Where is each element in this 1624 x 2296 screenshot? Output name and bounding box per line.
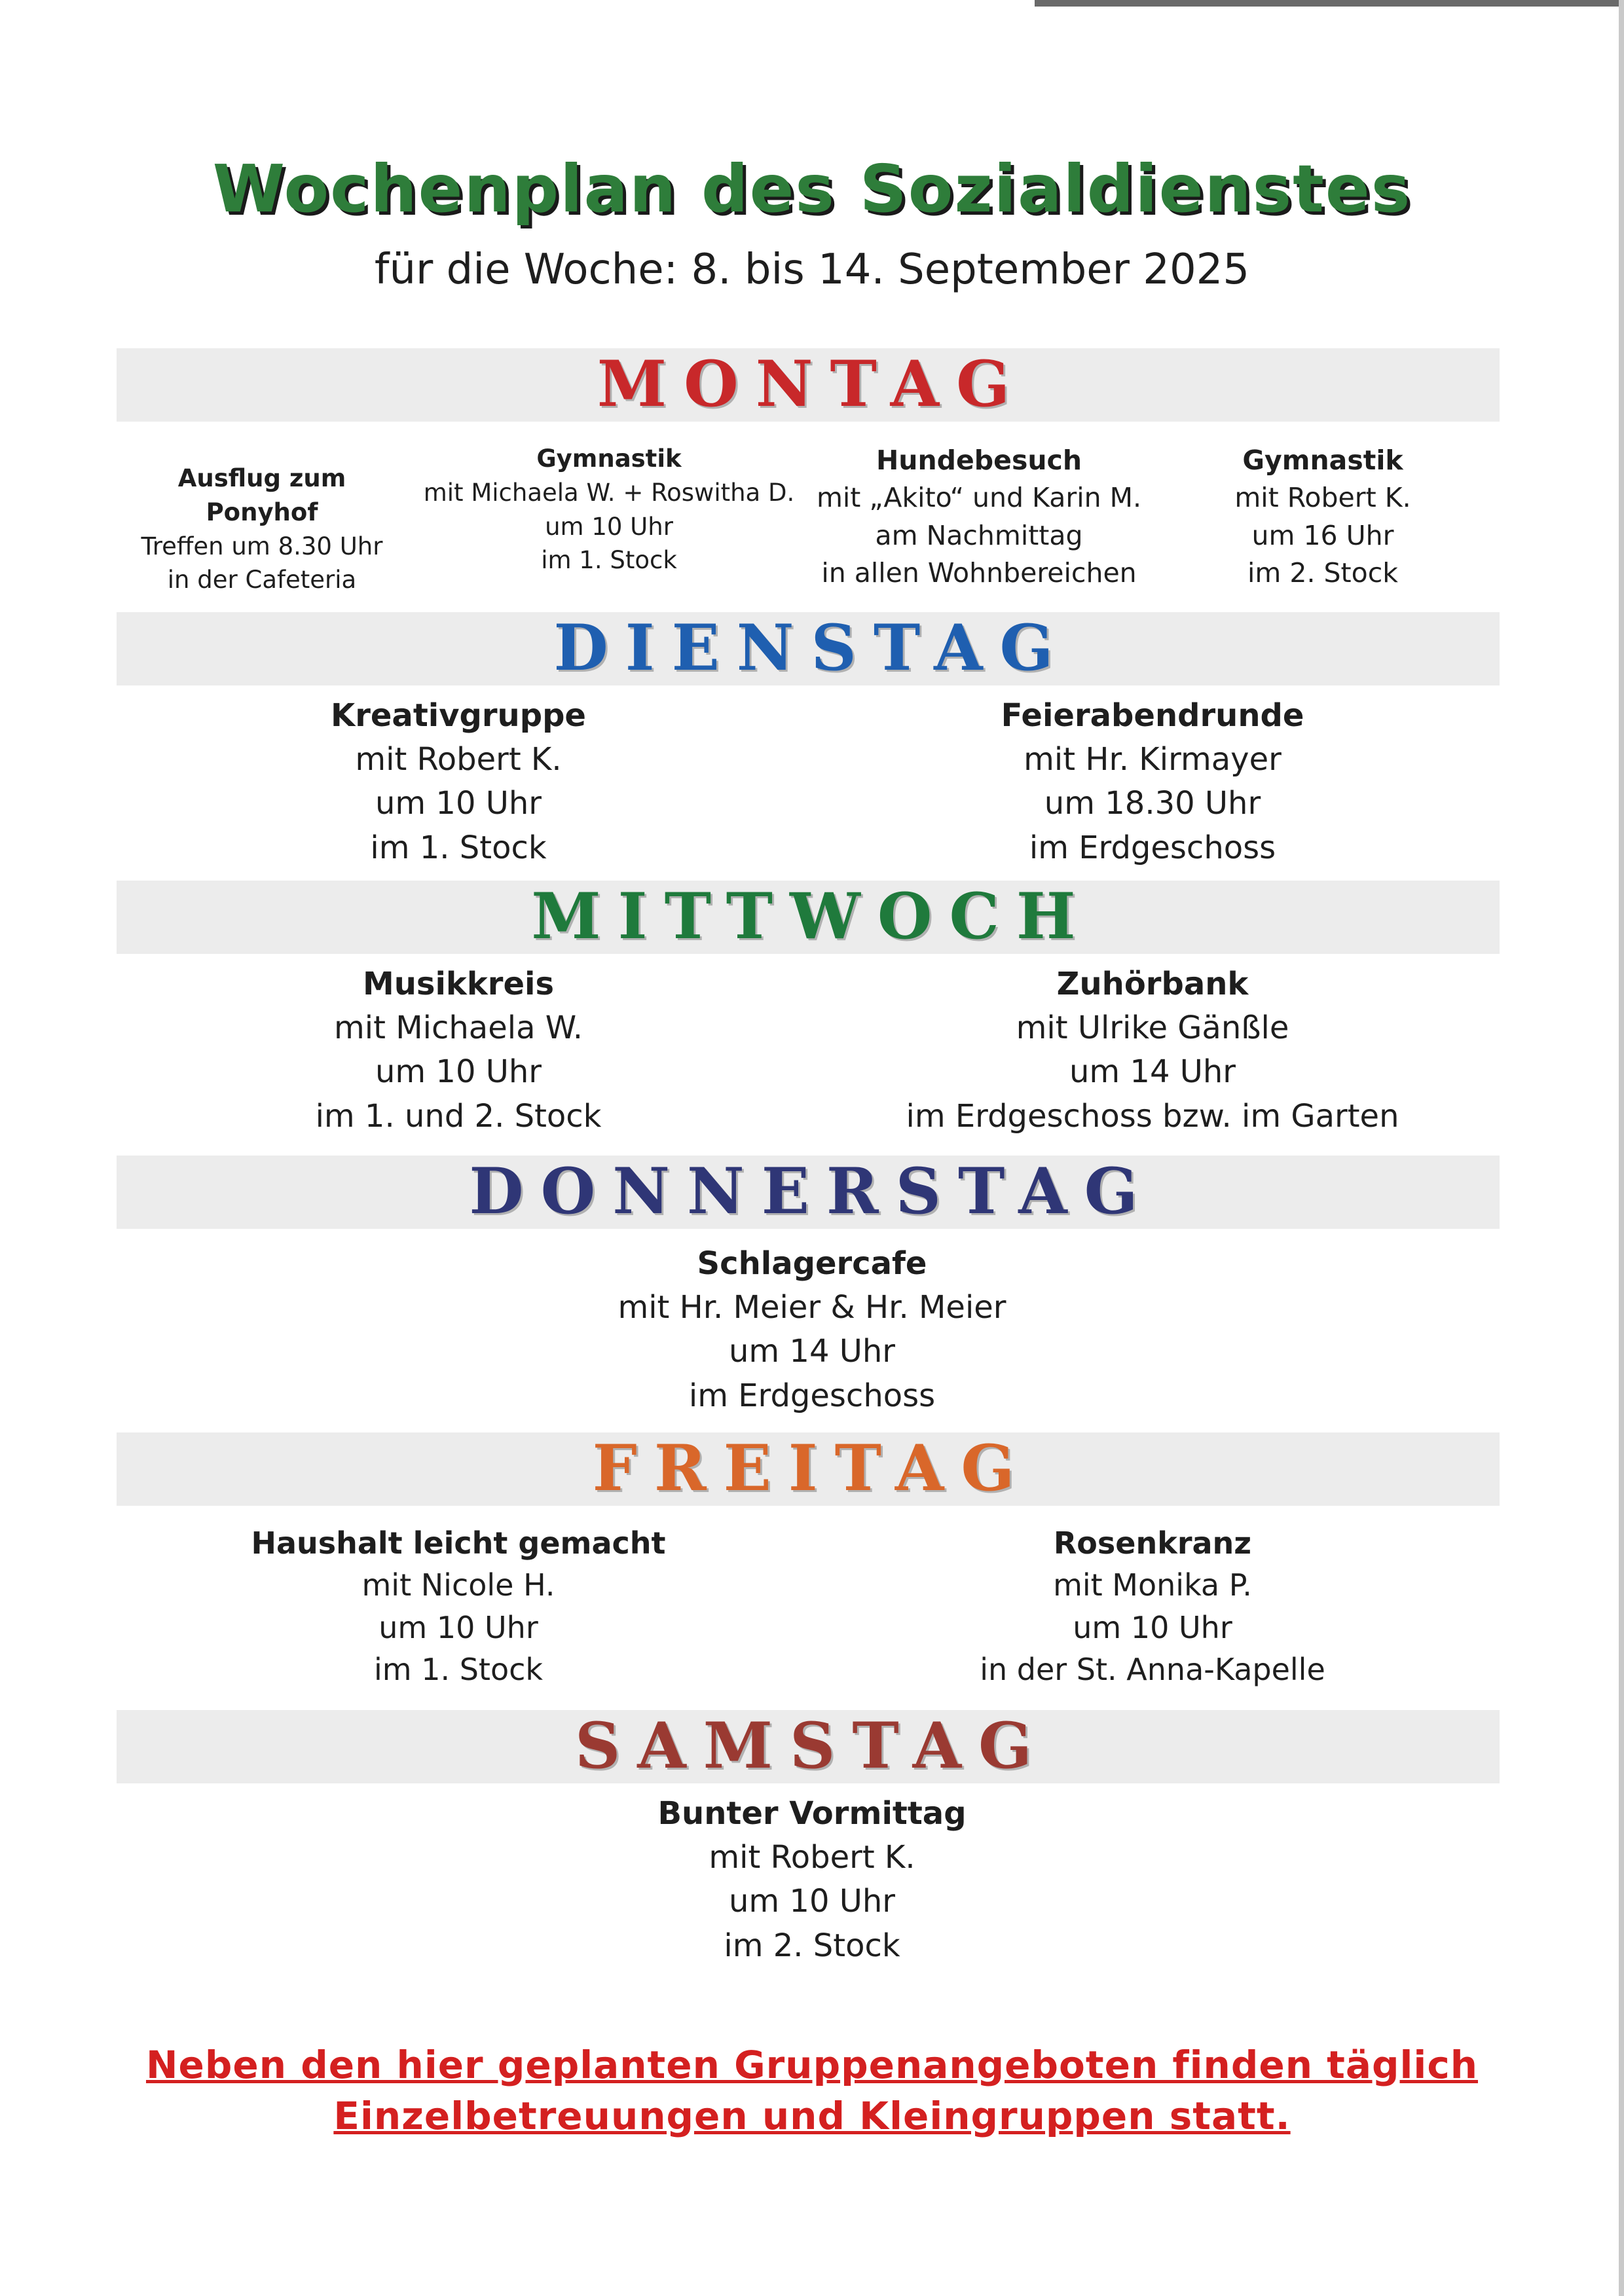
activity-line: mit Robert K. [709, 1839, 915, 1876]
activity-line: im 1. Stock [541, 546, 677, 575]
activity-line: um 14 Uhr [728, 1333, 896, 1370]
activity-donnerstag-1 [550, 1242, 1074, 1418]
activity-line: um 14 Uhr [1069, 1053, 1236, 1091]
activity-dienstag-1 [216, 694, 701, 870]
activity-name: Ausflug zum Ponyhof [177, 464, 346, 526]
activity-line: mit Michaela W. [334, 1010, 583, 1047]
activity-dienstag-2 [904, 694, 1401, 870]
footer-note-line-2: Einzelbetreuungen und Kleingruppen statt. [333, 2094, 1291, 2139]
activity-name: Schlagercafe [697, 1245, 927, 1282]
activity-name: Gymnastik [1242, 445, 1403, 476]
activity-line: mit Robert K. [355, 741, 562, 778]
activity-name: Kreativgruppe [331, 697, 586, 734]
activity-line: am Nachmittag [875, 519, 1083, 551]
activity-line: um 10 Uhr [1073, 1609, 1232, 1645]
activity-line: in der Cafeteria [167, 566, 357, 594]
activity-line: im 2. Stock [1247, 557, 1398, 589]
activity-montag-2 [413, 442, 805, 577]
activity-freitag-2 [904, 1522, 1401, 1691]
day-heading-dienstag: DIENSTAG [553, 611, 1071, 685]
activity-line: im 1. Stock [373, 1652, 544, 1688]
activity-line: im Erdgeschoss bzw. im Garten [906, 1097, 1399, 1135]
activity-line: um 18.30 Uhr [1044, 785, 1261, 822]
activity-line: um 16 Uhr [1251, 519, 1394, 551]
activity-line: um 10 Uhr [375, 1053, 542, 1091]
activity-montag-3 [805, 442, 1153, 592]
activity-line: in der St. Anna-Kapelle [980, 1652, 1325, 1688]
activity-name: Bunter Vormittag [657, 1795, 967, 1832]
activity-line: mit Ulrike Gänßle [1016, 1010, 1289, 1047]
activity-line: um 10 Uhr [545, 512, 673, 541]
activity-line: um 10 Uhr [378, 1609, 538, 1645]
activity-montag-1 [124, 462, 399, 597]
page-title: Wochenplan des Sozialdienstes [212, 151, 1412, 227]
activity-line: mit Michaela W. + Roswitha D. [423, 478, 795, 507]
activity-mittwoch-2 [877, 962, 1428, 1139]
activity-montag-4 [1198, 442, 1447, 592]
activity-line: im 1. Stock [370, 829, 547, 866]
activity-name: Hundebesuch [876, 445, 1082, 476]
scan-edge-right [1619, 0, 1624, 2296]
scan-edge-top [1035, 0, 1624, 7]
activity-line: mit Robert K. [1234, 482, 1411, 514]
activity-line: mit Monika P. [1053, 1567, 1252, 1603]
footer-note-line-1: Neben den hier geplanten Gruppenangeboten finden täglich [145, 2043, 1478, 2087]
page-subtitle: für die Woche: 8. bis 14. September 2025 [374, 246, 1250, 294]
activity-line: im Erdgeschoss [1029, 829, 1276, 866]
activity-name: Haushalt leicht gemacht [251, 1525, 666, 1561]
activity-name: Musikkreis [362, 966, 555, 1002]
activity-line: Treffen um 8.30 Uhr [141, 532, 383, 560]
activity-name: Gymnastik [536, 445, 682, 473]
day-heading-donnerstag: DONNERSTAG [469, 1154, 1155, 1228]
activity-line: in allen Wohnbereichen [821, 557, 1137, 589]
activity-line: mit Nicole H. [361, 1567, 555, 1603]
activity-freitag-1 [216, 1522, 701, 1691]
activity-samstag-1 [550, 1792, 1074, 1968]
activity-mittwoch-1 [216, 962, 701, 1139]
activity-line: im 2. Stock [724, 1927, 900, 1964]
footer-note [0, 2039, 1624, 2142]
activity-name: Zuhörbank [1056, 966, 1249, 1002]
activity-line: im 1. und 2. Stock [315, 1097, 602, 1135]
activity-line: mit Hr. Meier & Hr. Meier [618, 1289, 1006, 1326]
activity-line: mit Hr. Kirmayer [1024, 741, 1282, 778]
activity-name: Rosenkranz [1053, 1525, 1252, 1561]
activity-line: mit „Akito“ und Karin M. [816, 482, 1142, 514]
activity-line: um 10 Uhr [375, 785, 542, 822]
activity-line: im Erdgeschoss [688, 1377, 936, 1414]
activity-line: um 10 Uhr [728, 1883, 896, 1920]
day-heading-mittwoch: MITTWOCH [531, 879, 1093, 953]
activity-name: Feierabendrunde [1001, 697, 1304, 734]
day-heading-montag: MONTAG [597, 347, 1027, 421]
day-heading-freitag: FREITAG [592, 1431, 1032, 1505]
day-heading-samstag: SAMSTAG [574, 1709, 1050, 1783]
